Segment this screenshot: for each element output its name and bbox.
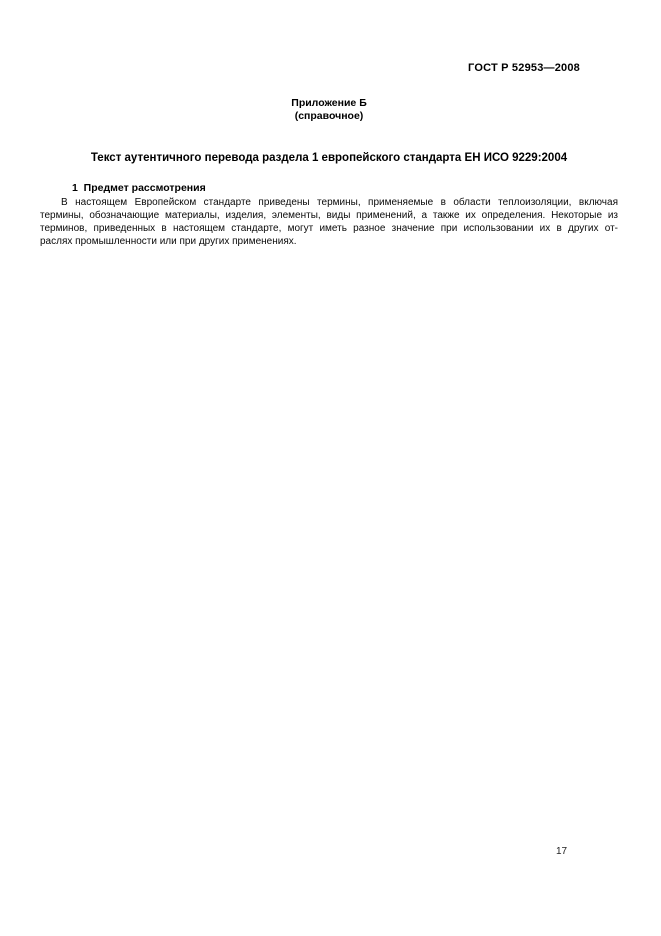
annex-title: Приложение Б (291, 97, 367, 109)
body-line: терминов, приведенных в настоящем стандарте, могут иметь разное значение при использовании их в других от- (40, 223, 618, 234)
annex-subtitle: (справочное) (294, 110, 364, 122)
section-heading: 1 Предмет рассмотрения (72, 182, 206, 194)
body-line: раслях промышленности или при других применениях. (40, 236, 297, 247)
body-paragraph (40, 196, 618, 248)
body-line: В настоящем Европейском стандарте приведены термины, применяемые в области теплоизоляции, включая (61, 197, 618, 208)
doc-code: ГОСТ Р 52953—2008 (468, 62, 580, 74)
main-heading: Текст аутентичного перевода раздела 1 европейского стандарта ЕН ИСО 9229:2004 (90, 152, 568, 164)
body-line: термины, обозначающие материалы, изделия, элементы, виды применений, а также их определения. Некоторые из (40, 210, 618, 221)
page-number: 17 (556, 846, 568, 857)
